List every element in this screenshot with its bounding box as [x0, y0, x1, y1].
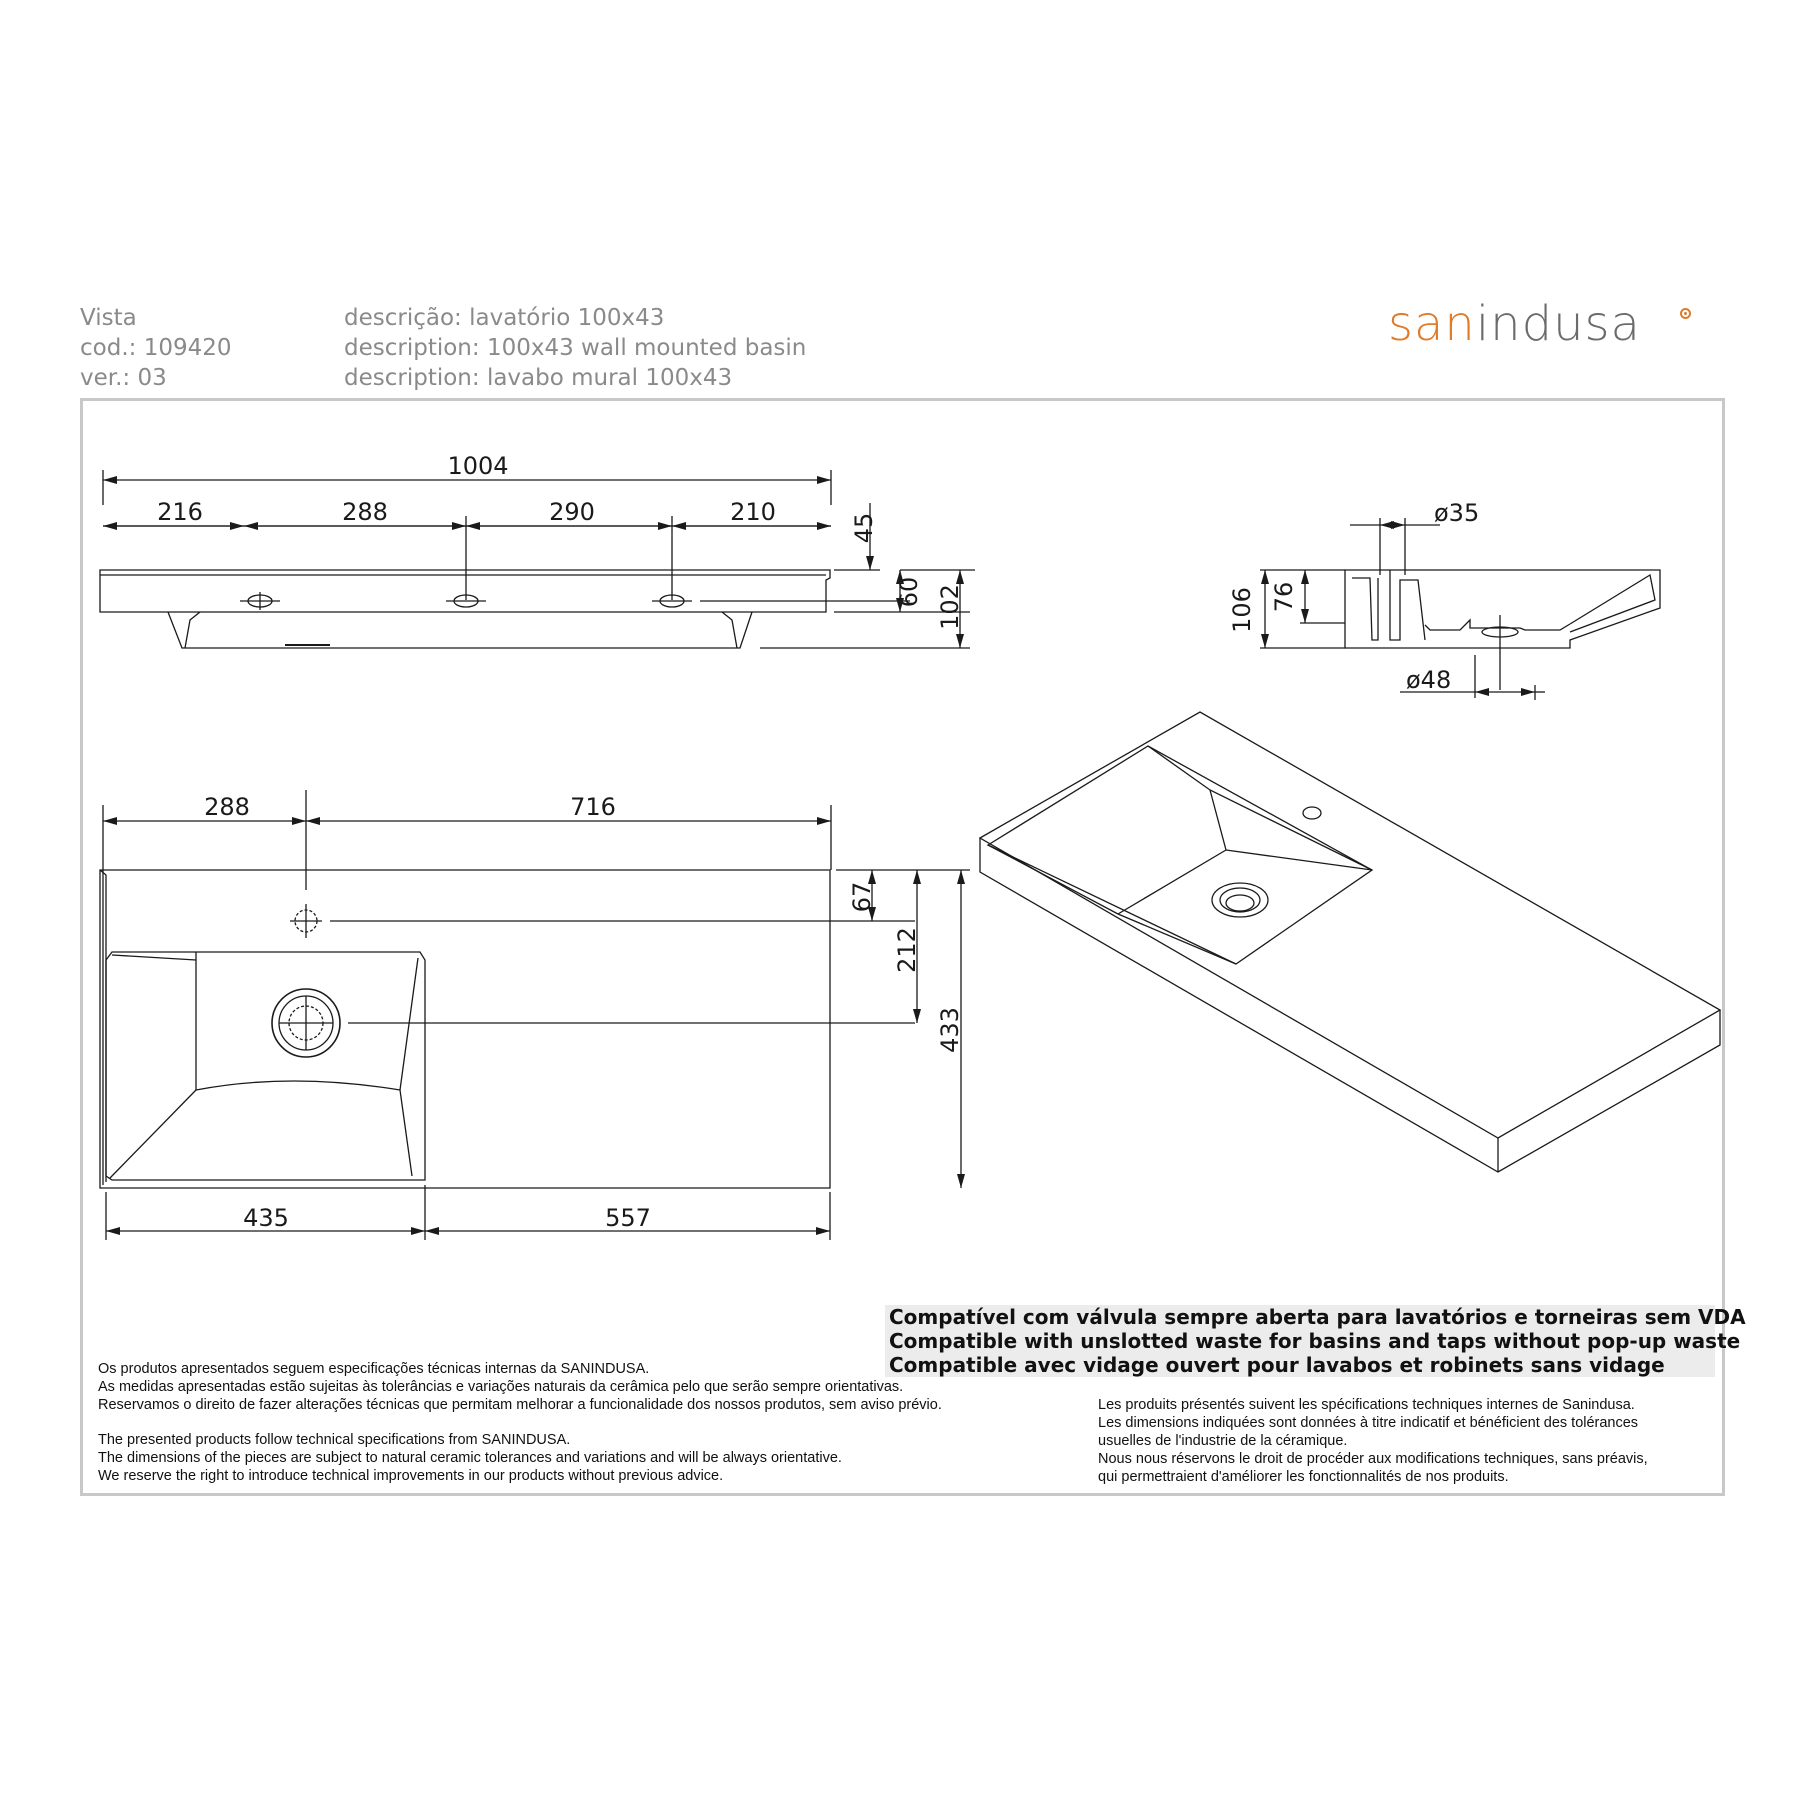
note-fr-1: Les produits présentés suivent les spécifications techniques internes de Sanindusa.: [1098, 1397, 1635, 1413]
logo-part1: san: [1388, 296, 1476, 352]
dim-212: 212: [893, 927, 921, 973]
note-en-3: We reserve the right to introduce technical improvements in our products without previous advice.: [98, 1468, 724, 1484]
isometric-view: [980, 712, 1720, 1172]
dim-557: 557: [605, 1204, 651, 1232]
note-fr-5: qui permettraient d'améliorer les fonctionnalités de nos produits.: [1098, 1469, 1509, 1485]
compatibility-box: [885, 1305, 1746, 1377]
dim-d48: ø48: [1406, 666, 1452, 694]
note-en-1: The presented products follow technical specifications from SANINDUSA.: [98, 1432, 571, 1448]
dim-60: 60: [895, 576, 923, 608]
dim-45: 45: [850, 512, 878, 544]
version-label: ver.: 03: [80, 365, 167, 391]
note-fr-3: usuelles de l'industrie de la céramique.: [1098, 1433, 1348, 1449]
dim-d35: ø35: [1434, 499, 1480, 527]
dim-290: 290: [549, 498, 595, 526]
logo-part2: indusa: [1475, 296, 1641, 352]
dim-216: 216: [157, 498, 203, 526]
section-view: [1260, 518, 1660, 700]
description-en: description: 100x43 wall mounted basin: [344, 335, 807, 361]
compat-en: Compatible with unslotted waste for basins and taps without pop-up waste: [889, 1329, 1741, 1353]
dim-top-716: 716: [570, 793, 616, 821]
dim-433: 433: [936, 1007, 964, 1053]
front-view: [100, 470, 975, 648]
dim-67: 67: [848, 881, 876, 913]
description-pt: descrição: lavatório 100x43: [344, 305, 665, 331]
dim-total-width: 1004: [447, 452, 509, 480]
dim-top-288: 288: [204, 793, 250, 821]
dim-210: 210: [730, 498, 776, 526]
product-code: cod.: 109420: [80, 335, 232, 361]
note-en-2: The dimensions of the pieces are subject to natural ceramic tolerances and variations and will be always orientative.: [98, 1450, 842, 1466]
note-pt-1: Os produtos apresentados seguem especificações técnicas internas da SANINDUSA.: [98, 1361, 650, 1377]
compat-fr: Compatible avec vidage ouvert pour lavabos et robinets sans vidage: [889, 1353, 1665, 1377]
dim-102: 102: [936, 584, 964, 630]
dim-76: 76: [1270, 581, 1298, 613]
dim-288: 288: [342, 498, 388, 526]
note-fr-2: Les dimensions indiquées sont données à titre indicatif et bénéficient des tolérances: [1098, 1415, 1639, 1431]
dim-106: 106: [1228, 587, 1256, 633]
note-fr-4: Nous nous réservons le droit de procéder aux modifications techniques, sans préavis,: [1098, 1451, 1648, 1467]
dim-435: 435: [243, 1204, 289, 1232]
note-pt-3: Reservamos o direito de fazer alterações técnicas que permitam melhorar a funcionalidade dos nossos produtos, sem aviso prévio.: [98, 1397, 942, 1413]
top-view: [100, 790, 970, 1240]
compat-pt: Compatível com válvula sempre aberta para lavatórios e torneiras sem VDA: [889, 1305, 1746, 1329]
note-pt-2: As medidas apresentadas estão sujeitas às tolerâncias e variações naturais da cerâmica pelo que serão sempre orientativas.: [98, 1379, 904, 1395]
view-label: Vista: [80, 305, 137, 331]
description-fr: description: lavabo mural 100x43: [344, 365, 733, 391]
